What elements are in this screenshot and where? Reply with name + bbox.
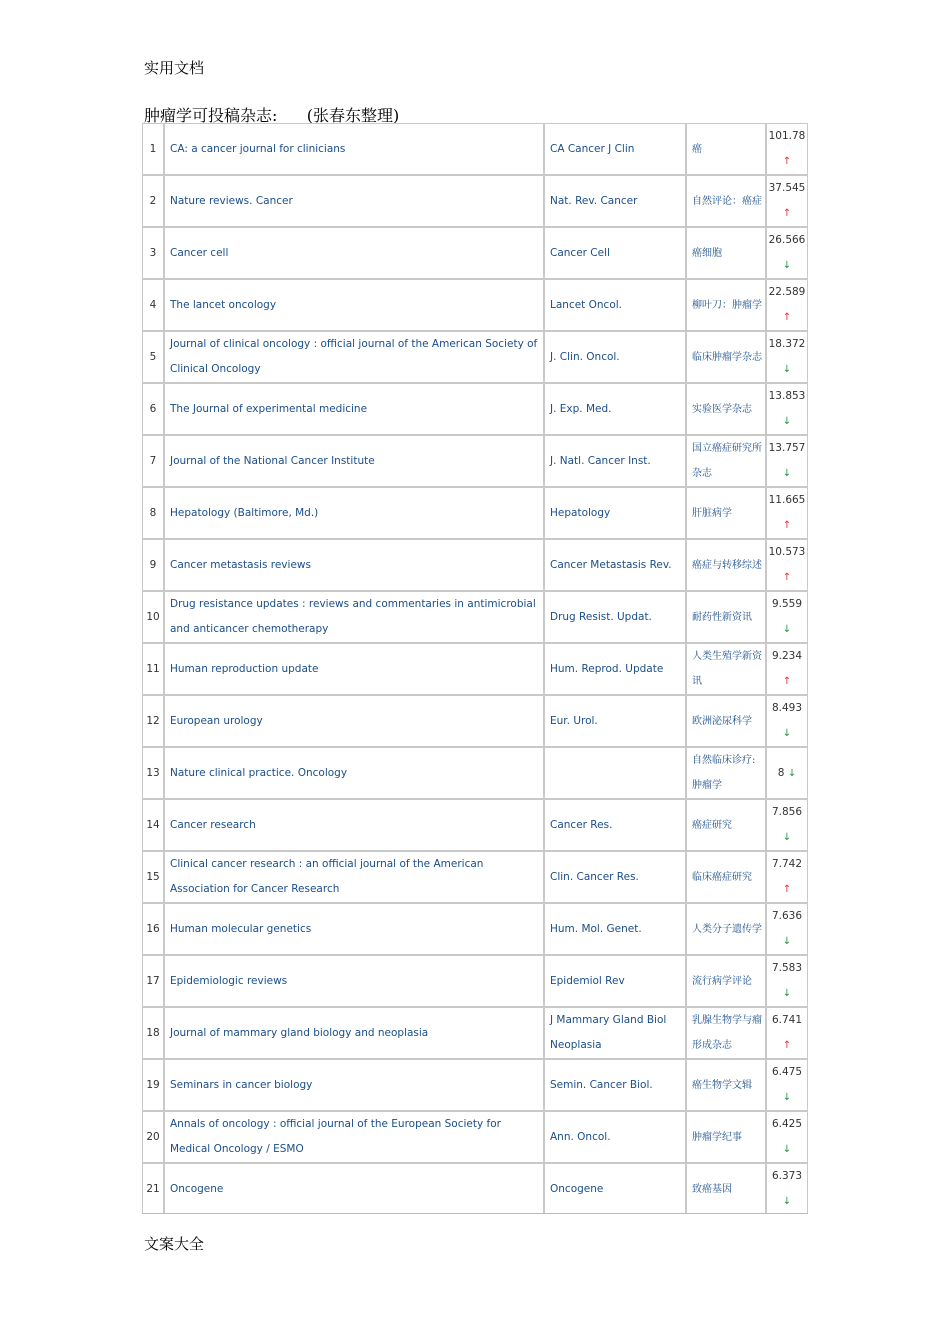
journal-rank: 16 xyxy=(142,903,164,955)
impact-factor-cell xyxy=(766,1007,808,1059)
journal-row xyxy=(142,1059,808,1111)
journal-chinese-name-link[interactable]: 癌症研究 xyxy=(686,799,766,851)
journal-full-name-link[interactable]: Seminars in cancer biology xyxy=(164,1059,544,1111)
journal-rank: 12 xyxy=(142,695,164,747)
impact-factor-cell xyxy=(766,487,808,539)
journal-full-name-link[interactable]: Nature reviews. Cancer xyxy=(164,175,544,227)
journal-row xyxy=(142,383,808,435)
journal-full-name-link[interactable]: CA: a cancer journal for clinicians xyxy=(164,123,544,175)
arrow-up-icon: ↑ xyxy=(782,1040,792,1051)
journal-rank: 19 xyxy=(142,1059,164,1111)
journal-full-name-link[interactable]: Cancer metastasis reviews xyxy=(164,539,544,591)
journal-chinese-name-link[interactable]: 癌细胞 xyxy=(686,227,766,279)
journal-row xyxy=(142,487,808,539)
arrow-up-icon: ↑ xyxy=(782,208,792,219)
impact-factor-value: 7.742 xyxy=(771,858,803,870)
impact-factor-value: 6.475 xyxy=(771,1066,803,1078)
journal-abbreviation-link[interactable]: Clin. Cancer Res. xyxy=(544,851,686,903)
journal-row xyxy=(142,227,808,279)
journal-rank: 2 xyxy=(142,175,164,227)
journal-abbreviation-link[interactable]: Drug Resist. Updat. xyxy=(544,591,686,643)
impact-factor-cell xyxy=(766,1163,808,1214)
arrow-down-icon: ↓ xyxy=(782,1144,792,1155)
impact-factor-cell xyxy=(766,903,808,955)
impact-factor-value: 13.853 xyxy=(768,390,806,402)
journal-full-name-link[interactable]: Journal of the National Cancer Institute xyxy=(164,435,544,487)
impact-factor-cell xyxy=(766,747,808,799)
page-footer: 文案大全 xyxy=(144,1235,205,1253)
impact-factor-cell xyxy=(766,227,808,279)
impact-factor-cell xyxy=(766,643,808,695)
journal-chinese-name-link[interactable]: 人类分子遗传学 xyxy=(686,903,766,955)
impact-factor-value: 11.665 xyxy=(768,494,806,506)
impact-factor-cell xyxy=(766,175,808,227)
journal-row xyxy=(142,591,808,643)
impact-factor-cell xyxy=(766,799,808,851)
journal-abbreviation-link[interactable]: Hum. Reprod. Update xyxy=(544,643,686,695)
journal-abbreviation-link[interactable]: Oncogene xyxy=(544,1163,686,1214)
impact-factor-cell xyxy=(766,279,808,331)
impact-factor-value: 37.545 xyxy=(768,182,806,194)
impact-factor-value: 10.573 xyxy=(768,546,806,558)
journal-abbreviation-link[interactable]: Cancer Metastasis Rev. xyxy=(544,539,686,591)
journal-chinese-name-link[interactable]: 自然评论：癌症 xyxy=(686,175,766,227)
journal-row xyxy=(142,1111,808,1163)
journal-row xyxy=(142,955,808,1007)
journal-row xyxy=(142,1163,808,1214)
journal-row xyxy=(142,851,808,903)
journal-table-body xyxy=(142,123,808,1214)
journal-full-name-link[interactable]: Cancer cell xyxy=(164,227,544,279)
journal-table-container xyxy=(142,123,808,1214)
journal-abbreviation-link[interactable]: Eur. Urol. xyxy=(544,695,686,747)
journal-chinese-name-link[interactable]: 柳叶刀：肿瘤学 xyxy=(686,279,766,331)
impact-factor-value: 8.493 xyxy=(771,702,803,714)
journal-chinese-name-link[interactable]: 人类生殖学新资讯 xyxy=(686,643,766,695)
impact-factor-value: 13.757 xyxy=(768,442,806,454)
journal-rank: 15 xyxy=(142,851,164,903)
journal-full-name-link[interactable]: Oncogene xyxy=(164,1163,544,1214)
journal-full-name-link[interactable]: Nature clinical practice. Oncology xyxy=(164,747,544,799)
journal-rank: 21 xyxy=(142,1163,164,1214)
arrow-down-icon: ↓ xyxy=(782,1196,792,1207)
arrow-up-icon: ↑ xyxy=(782,156,792,167)
impact-factor-value: 6.741 xyxy=(771,1014,803,1026)
journal-rank: 17 xyxy=(142,955,164,1007)
arrow-down-icon: ↓ xyxy=(782,468,792,479)
journal-abbreviation-link[interactable]: J. Exp. Med. xyxy=(544,383,686,435)
impact-factor-value: 9.559 xyxy=(771,598,803,610)
impact-factor-cell xyxy=(766,331,808,383)
journal-rank: 20 xyxy=(142,1111,164,1163)
journal-row xyxy=(142,695,808,747)
journal-chinese-name-link[interactable]: 癌 xyxy=(686,123,766,175)
page-header: 实用文档 xyxy=(144,59,205,77)
impact-factor-value: 8 xyxy=(777,766,785,779)
journal-abbreviation-link[interactable]: Cancer Res. xyxy=(544,799,686,851)
journal-full-name-link[interactable]: Journal of mammary gland biology and neoplasia xyxy=(164,1007,544,1059)
journal-rank: 1 xyxy=(142,123,164,175)
journal-row xyxy=(142,1007,808,1059)
journal-row xyxy=(142,279,808,331)
journal-chinese-name-link[interactable]: 实验医学杂志 xyxy=(686,383,766,435)
arrow-down-icon: ↓ xyxy=(782,936,792,947)
journal-rank: 9 xyxy=(142,539,164,591)
impact-factor-cell xyxy=(766,435,808,487)
journal-rank: 3 xyxy=(142,227,164,279)
journal-row xyxy=(142,435,808,487)
journal-chinese-name-link[interactable]: 自然临床诊疗:肿瘤学 xyxy=(686,747,766,799)
journal-rank: 18 xyxy=(142,1007,164,1059)
impact-factor-value: 7.636 xyxy=(771,910,803,922)
journal-full-name-link[interactable]: Epidemiologic reviews xyxy=(164,955,544,1007)
journal-full-name-link[interactable]: The lancet oncology xyxy=(164,279,544,331)
impact-factor-value: 101.78 xyxy=(768,130,806,142)
arrow-up-icon: ↑ xyxy=(782,676,792,687)
arrow-down-icon: ↓ xyxy=(782,260,792,271)
journal-full-name-link[interactable]: Journal of clinical oncology : official journal of the American Society of Clinical Oncology xyxy=(164,331,544,383)
journal-chinese-name-link[interactable]: 乳腺生物学与瘤形成杂志 xyxy=(686,1007,766,1059)
impact-factor-cell xyxy=(766,1111,808,1163)
journal-abbreviation-link[interactable]: CA Cancer J Clin xyxy=(544,123,686,175)
journal-row xyxy=(142,747,808,799)
impact-factor-value: 6.425 xyxy=(771,1118,803,1130)
journal-chinese-name-link[interactable]: 癌症与转移综述 xyxy=(686,539,766,591)
journal-row xyxy=(142,799,808,851)
journal-row xyxy=(142,643,808,695)
arrow-down-icon: ↓ xyxy=(782,416,792,427)
journal-full-name-link[interactable]: Annals of oncology : official journal of the European Society for Medical Oncology / ESMO xyxy=(164,1111,544,1163)
journal-abbreviation-link[interactable]: Semin. Cancer Biol. xyxy=(544,1059,686,1111)
journal-abbreviation-link[interactable] xyxy=(544,747,686,799)
journal-abbreviation-link[interactable]: Hepatology xyxy=(544,487,686,539)
journal-full-name-link[interactable]: Cancer research xyxy=(164,799,544,851)
impact-factor-value: 26.566 xyxy=(768,234,806,246)
journal-full-name-link[interactable]: The Journal of experimental medicine xyxy=(164,383,544,435)
impact-factor-cell xyxy=(766,123,808,175)
journal-abbreviation-link[interactable]: Lancet Oncol. xyxy=(544,279,686,331)
impact-factor-value: 9.234 xyxy=(771,650,803,662)
journal-table xyxy=(142,123,808,1214)
arrow-down-icon: ↓ xyxy=(782,1092,792,1103)
journal-rank: 14 xyxy=(142,799,164,851)
arrow-up-icon: ↑ xyxy=(782,312,792,323)
journal-row xyxy=(142,903,808,955)
journal-abbreviation-link[interactable]: Cancer Cell xyxy=(544,227,686,279)
impact-factor-cell xyxy=(766,695,808,747)
impact-factor-cell xyxy=(766,539,808,591)
journal-chinese-name-link[interactable]: 国立癌症研究所杂志 xyxy=(686,435,766,487)
journal-row xyxy=(142,331,808,383)
impact-factor-cell xyxy=(766,1059,808,1111)
arrow-up-icon: ↑ xyxy=(782,520,792,531)
arrow-down-icon: ↓ xyxy=(782,988,792,999)
impact-factor-cell xyxy=(766,383,808,435)
journal-row xyxy=(142,539,808,591)
impact-factor-cell xyxy=(766,851,808,903)
journal-full-name-link[interactable]: Hepatology (Baltimore, Md.) xyxy=(164,487,544,539)
journal-rank: 7 xyxy=(142,435,164,487)
journal-full-name-link[interactable]: Human reproduction update xyxy=(164,643,544,695)
journal-chinese-name-link[interactable]: 癌生物学文辑 xyxy=(686,1059,766,1111)
journal-chinese-name-link[interactable]: 耐药性新资讯 xyxy=(686,591,766,643)
impact-factor-value: 18.372 xyxy=(768,338,806,350)
journal-rank: 5 xyxy=(142,331,164,383)
journal-full-name-link[interactable]: Drug resistance updates : reviews and commentaries in antimicrobial and anticancer chemotherapy xyxy=(164,591,544,643)
journal-abbreviation-link[interactable]: Ann. Oncol. xyxy=(544,1111,686,1163)
arrow-up-icon: ↑ xyxy=(782,884,792,895)
arrow-down-icon: ↓ xyxy=(782,832,792,843)
journal-row xyxy=(142,175,808,227)
journal-full-name-link[interactable]: European urology xyxy=(164,695,544,747)
journal-abbreviation-link[interactable]: J Mammary Gland Biol Neoplasia xyxy=(544,1007,686,1059)
journal-abbreviation-link[interactable]: Nat. Rev. Cancer xyxy=(544,175,686,227)
journal-rank: 4 xyxy=(142,279,164,331)
journal-abbreviation-link[interactable]: Hum. Mol. Genet. xyxy=(544,903,686,955)
journal-abbreviation-link[interactable]: J. Clin. Oncol. xyxy=(544,331,686,383)
arrow-down-icon: ↓ xyxy=(787,767,797,779)
impact-factor-value: 7.856 xyxy=(771,806,803,818)
journal-rank: 11 xyxy=(142,643,164,695)
journal-rank: 6 xyxy=(142,383,164,435)
journal-chinese-name-link[interactable]: 流行病学评论 xyxy=(686,955,766,1007)
document-title: 肿瘤学可投稿杂志: (张春东整理) xyxy=(144,106,400,125)
journal-rank: 13 xyxy=(142,747,164,799)
journal-row xyxy=(142,123,808,175)
arrow-down-icon: ↓ xyxy=(782,624,792,635)
journal-rank: 10 xyxy=(142,591,164,643)
journal-chinese-name-link[interactable]: 欧洲泌尿科学 xyxy=(686,695,766,747)
journal-chinese-name-link[interactable]: 临床肿瘤学杂志 xyxy=(686,331,766,383)
journal-rank: 8 xyxy=(142,487,164,539)
impact-factor-cell xyxy=(766,955,808,1007)
journal-chinese-name-link[interactable]: 致癌基因 xyxy=(686,1163,766,1214)
arrow-down-icon: ↓ xyxy=(782,728,792,739)
journal-chinese-name-link[interactable]: 肿瘤学纪事 xyxy=(686,1111,766,1163)
journal-full-name-link[interactable]: Human molecular genetics xyxy=(164,903,544,955)
journal-abbreviation-link[interactable]: Epidemiol Rev xyxy=(544,955,686,1007)
arrow-up-icon: ↑ xyxy=(782,572,792,583)
impact-factor-cell xyxy=(766,591,808,643)
journal-abbreviation-link[interactable]: J. Natl. Cancer Inst. xyxy=(544,435,686,487)
journal-chinese-name-link[interactable]: 临床癌症研究 xyxy=(686,851,766,903)
impact-factor-value: 7.583 xyxy=(771,962,803,974)
impact-factor-value: 22.589 xyxy=(768,286,806,298)
arrow-down-icon: ↓ xyxy=(782,364,792,375)
journal-full-name-link[interactable]: Clinical cancer research : an official journal of the American Association for Cancer Research xyxy=(164,851,544,903)
impact-factor-value: 6.373 xyxy=(771,1170,803,1182)
journal-chinese-name-link[interactable]: 肝脏病学 xyxy=(686,487,766,539)
